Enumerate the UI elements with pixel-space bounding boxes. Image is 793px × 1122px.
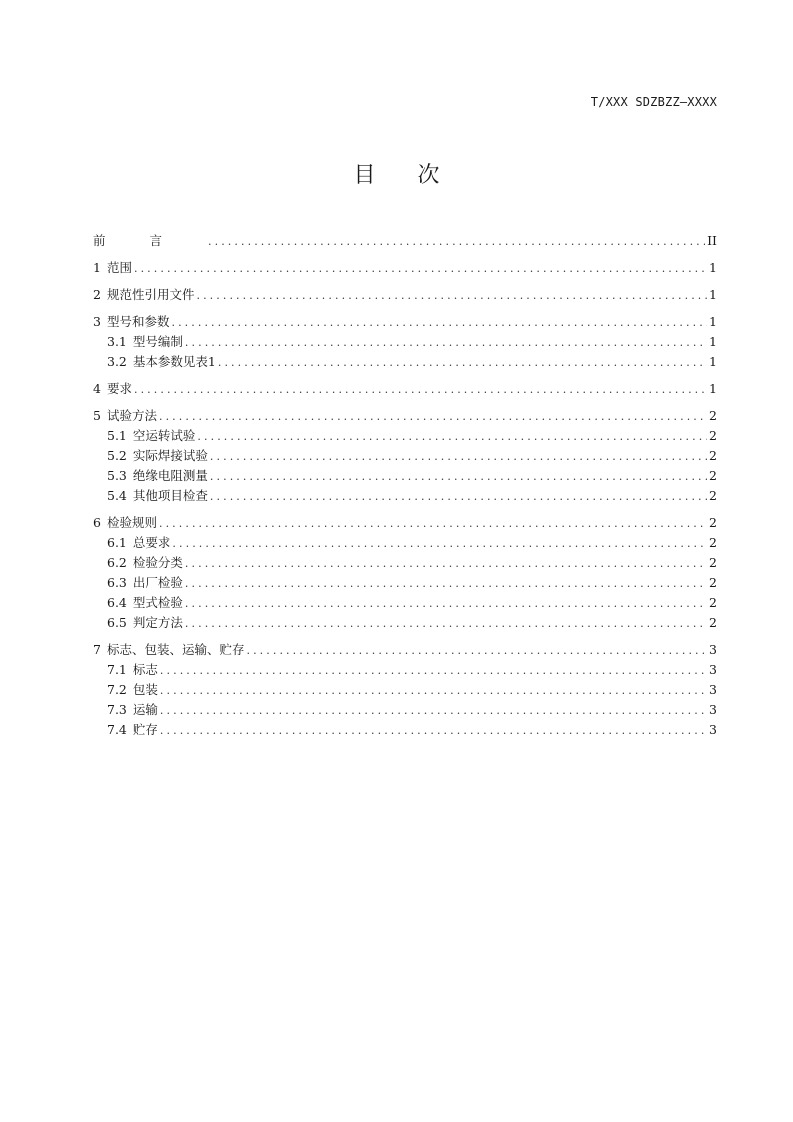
toc-entry-label: 出厂检验 (132, 575, 183, 590)
toc-entry-title (107, 446, 210, 466)
toc-page-number: 3 (709, 722, 717, 737)
toc-page-number: 2 (709, 488, 717, 503)
toc-entry[interactable] (93, 446, 717, 466)
toc-entry-number: 7 (93, 642, 101, 657)
toc-entry-label: 型式检验 (132, 595, 183, 610)
toc-entry-number: 6.5 (107, 615, 127, 630)
toc-entry-title (93, 513, 159, 533)
toc-leader-dots (210, 487, 707, 507)
toc-entry-title (93, 258, 134, 278)
toc-page-number: 1 (709, 314, 717, 329)
toc-entry-label: 范围 (106, 260, 132, 275)
toc-leader-dots (171, 313, 707, 333)
toc-page-number: 3 (709, 662, 717, 677)
toc-entry-number: 5.1 (107, 428, 127, 443)
toc-leader-dots (185, 594, 707, 614)
toc-page-number: 1 (709, 334, 717, 349)
toc-entry-title (107, 613, 185, 633)
toc-entry-title (93, 285, 196, 305)
toc-entry[interactable] (93, 231, 717, 251)
toc-entry-label: 其他项目检查 (132, 488, 208, 503)
toc-entry-title (93, 312, 171, 332)
toc-entry-title (93, 231, 208, 251)
toc-entry-label: 运输 (132, 702, 158, 717)
toc-entry-label: 标志 (132, 662, 158, 677)
toc-entry[interactable] (93, 700, 717, 720)
toc-entry-number: 5.3 (107, 468, 127, 483)
toc-entry-label: 实际焊接试验 (132, 448, 208, 463)
toc-entry[interactable] (93, 332, 717, 352)
toc-leader-dots (218, 353, 707, 373)
toc-leader-dots (160, 701, 707, 721)
toc-entry[interactable] (93, 352, 717, 372)
document-code: T/XXX SDZBZZ—XXXX (590, 95, 717, 109)
toc-entry[interactable] (93, 593, 717, 613)
toc-page-number: 3 (709, 702, 717, 717)
toc-leader-dots (160, 721, 707, 741)
toc-leader-dots (197, 427, 707, 447)
toc-page-number: 2 (709, 615, 717, 630)
toc-leader-dots (160, 661, 707, 681)
toc-entry-label: 检验分类 (132, 555, 183, 570)
toc-entry[interactable] (93, 285, 717, 305)
toc-entry-title (93, 640, 246, 660)
toc-entry[interactable] (93, 640, 717, 660)
toc-entry[interactable] (93, 720, 717, 740)
toc-entry-title (107, 533, 172, 553)
toc-entry-number: 4 (93, 381, 101, 396)
toc-entry-label: 贮存 (132, 722, 158, 737)
toc-entry-number: 7.3 (107, 702, 127, 717)
toc-entry-number: 7.2 (107, 682, 127, 697)
toc-entry-title (107, 426, 197, 446)
toc-entry-title (107, 720, 160, 740)
toc-entry[interactable] (93, 406, 717, 426)
toc-entry-label: 绝缘电阻测量 (132, 468, 208, 483)
toc-entry-title (107, 486, 210, 506)
toc-leader-dots (208, 232, 705, 252)
toc-entry-label: 要求 (106, 381, 132, 396)
toc-entry-label: 判定方法 (132, 615, 183, 630)
toc-entry-number: 1 (93, 260, 101, 275)
toc-page-number: 2 (709, 515, 717, 530)
toc-page-number: 2 (709, 428, 717, 443)
toc-entry-label: 试验方法 (106, 408, 157, 423)
toc-page-number: 2 (709, 595, 717, 610)
toc-entry-label: 型号编制 (132, 334, 183, 349)
toc-entry-label: 型号和参数 (106, 314, 170, 329)
toc-entry-number: 5.2 (107, 448, 127, 463)
toc-entry-label: 标志、包装、运输、贮存 (106, 642, 245, 657)
toc-entry[interactable] (93, 613, 717, 633)
toc-leader-dots (246, 641, 707, 661)
toc-entry-label: 前言 (93, 233, 207, 248)
toc-page-number: 1 (709, 354, 717, 369)
toc-entry[interactable] (93, 533, 717, 553)
toc-entry-number: 7.1 (107, 662, 127, 677)
toc-entry-title (107, 332, 185, 352)
toc-entry-number: 3.1 (107, 334, 127, 349)
toc-entry-label: 总要求 (132, 535, 171, 550)
toc-entry[interactable] (93, 258, 717, 278)
toc-page-number: 2 (709, 408, 717, 423)
toc-entry[interactable] (93, 312, 717, 332)
toc-entry-title (107, 700, 160, 720)
toc-entry-number: 6.2 (107, 555, 127, 570)
toc-entry[interactable] (93, 379, 717, 399)
toc-entry-number: 6.3 (107, 575, 127, 590)
toc-entry-title (107, 573, 185, 593)
toc-entry[interactable] (93, 573, 717, 593)
toc-page-number: 2 (709, 555, 717, 570)
toc-entry-label: 包装 (132, 682, 158, 697)
table-of-contents (93, 231, 717, 740)
toc-page-number: 1 (709, 381, 717, 396)
toc-leader-dots (185, 614, 707, 634)
toc-page-number: 2 (709, 468, 717, 483)
toc-leader-dots (185, 554, 707, 574)
toc-page-number: 2 (709, 448, 717, 463)
toc-leader-dots (210, 467, 707, 487)
toc-page-number: 1 (709, 287, 717, 302)
toc-entry-title (107, 553, 185, 573)
toc-entry-label: 检验规则 (106, 515, 157, 530)
toc-page-number: 1 (709, 260, 717, 275)
toc-entry[interactable] (93, 426, 717, 446)
toc-leader-dots (160, 681, 707, 701)
toc-entry[interactable] (93, 486, 717, 506)
toc-entry-label: 规范性引用文件 (106, 287, 195, 302)
toc-entry-number: 5.4 (107, 488, 127, 503)
toc-leader-dots (210, 447, 707, 467)
toc-entry-title (107, 593, 185, 613)
toc-entry-number: 6.1 (107, 535, 127, 550)
toc-entry[interactable] (93, 466, 717, 486)
toc-page-number: 3 (709, 682, 717, 697)
toc-entry-label: 空运转试验 (132, 428, 196, 443)
toc-page-number: 2 (709, 575, 717, 590)
toc-entry-title (107, 660, 160, 680)
toc-entry-label: 基本参数见表1 (132, 354, 216, 369)
toc-entry[interactable] (93, 660, 717, 680)
toc-leader-dots (159, 407, 707, 427)
toc-leader-dots (134, 259, 707, 279)
toc-leader-dots (134, 380, 707, 400)
toc-entry-title (107, 680, 160, 700)
toc-page-number: II (707, 233, 717, 248)
toc-leader-dots (185, 574, 707, 594)
toc-entry-number: 6.4 (107, 595, 127, 610)
toc-leader-dots (185, 333, 707, 353)
toc-entry[interactable] (93, 680, 717, 700)
toc-entry[interactable] (93, 553, 717, 573)
toc-entry-title (107, 352, 218, 372)
toc-entry-number: 3.2 (107, 354, 127, 369)
toc-leader-dots (159, 514, 707, 534)
toc-entry-number: 5 (93, 408, 101, 423)
page-title: 目次 (353, 163, 482, 188)
toc-page-number: 2 (709, 535, 717, 550)
toc-page-number: 3 (709, 642, 717, 657)
toc-entry-number: 6 (93, 515, 101, 530)
toc-leader-dots (172, 534, 707, 554)
toc-entry-number: 7.4 (107, 722, 127, 737)
toc-leader-dots (196, 286, 707, 306)
toc-entry-number: 3 (93, 314, 101, 329)
toc-entry-title (93, 379, 134, 399)
toc-entry[interactable] (93, 513, 717, 533)
toc-entry-number: 2 (93, 287, 101, 302)
toc-entry-title (107, 466, 210, 486)
toc-entry-title (93, 406, 159, 426)
